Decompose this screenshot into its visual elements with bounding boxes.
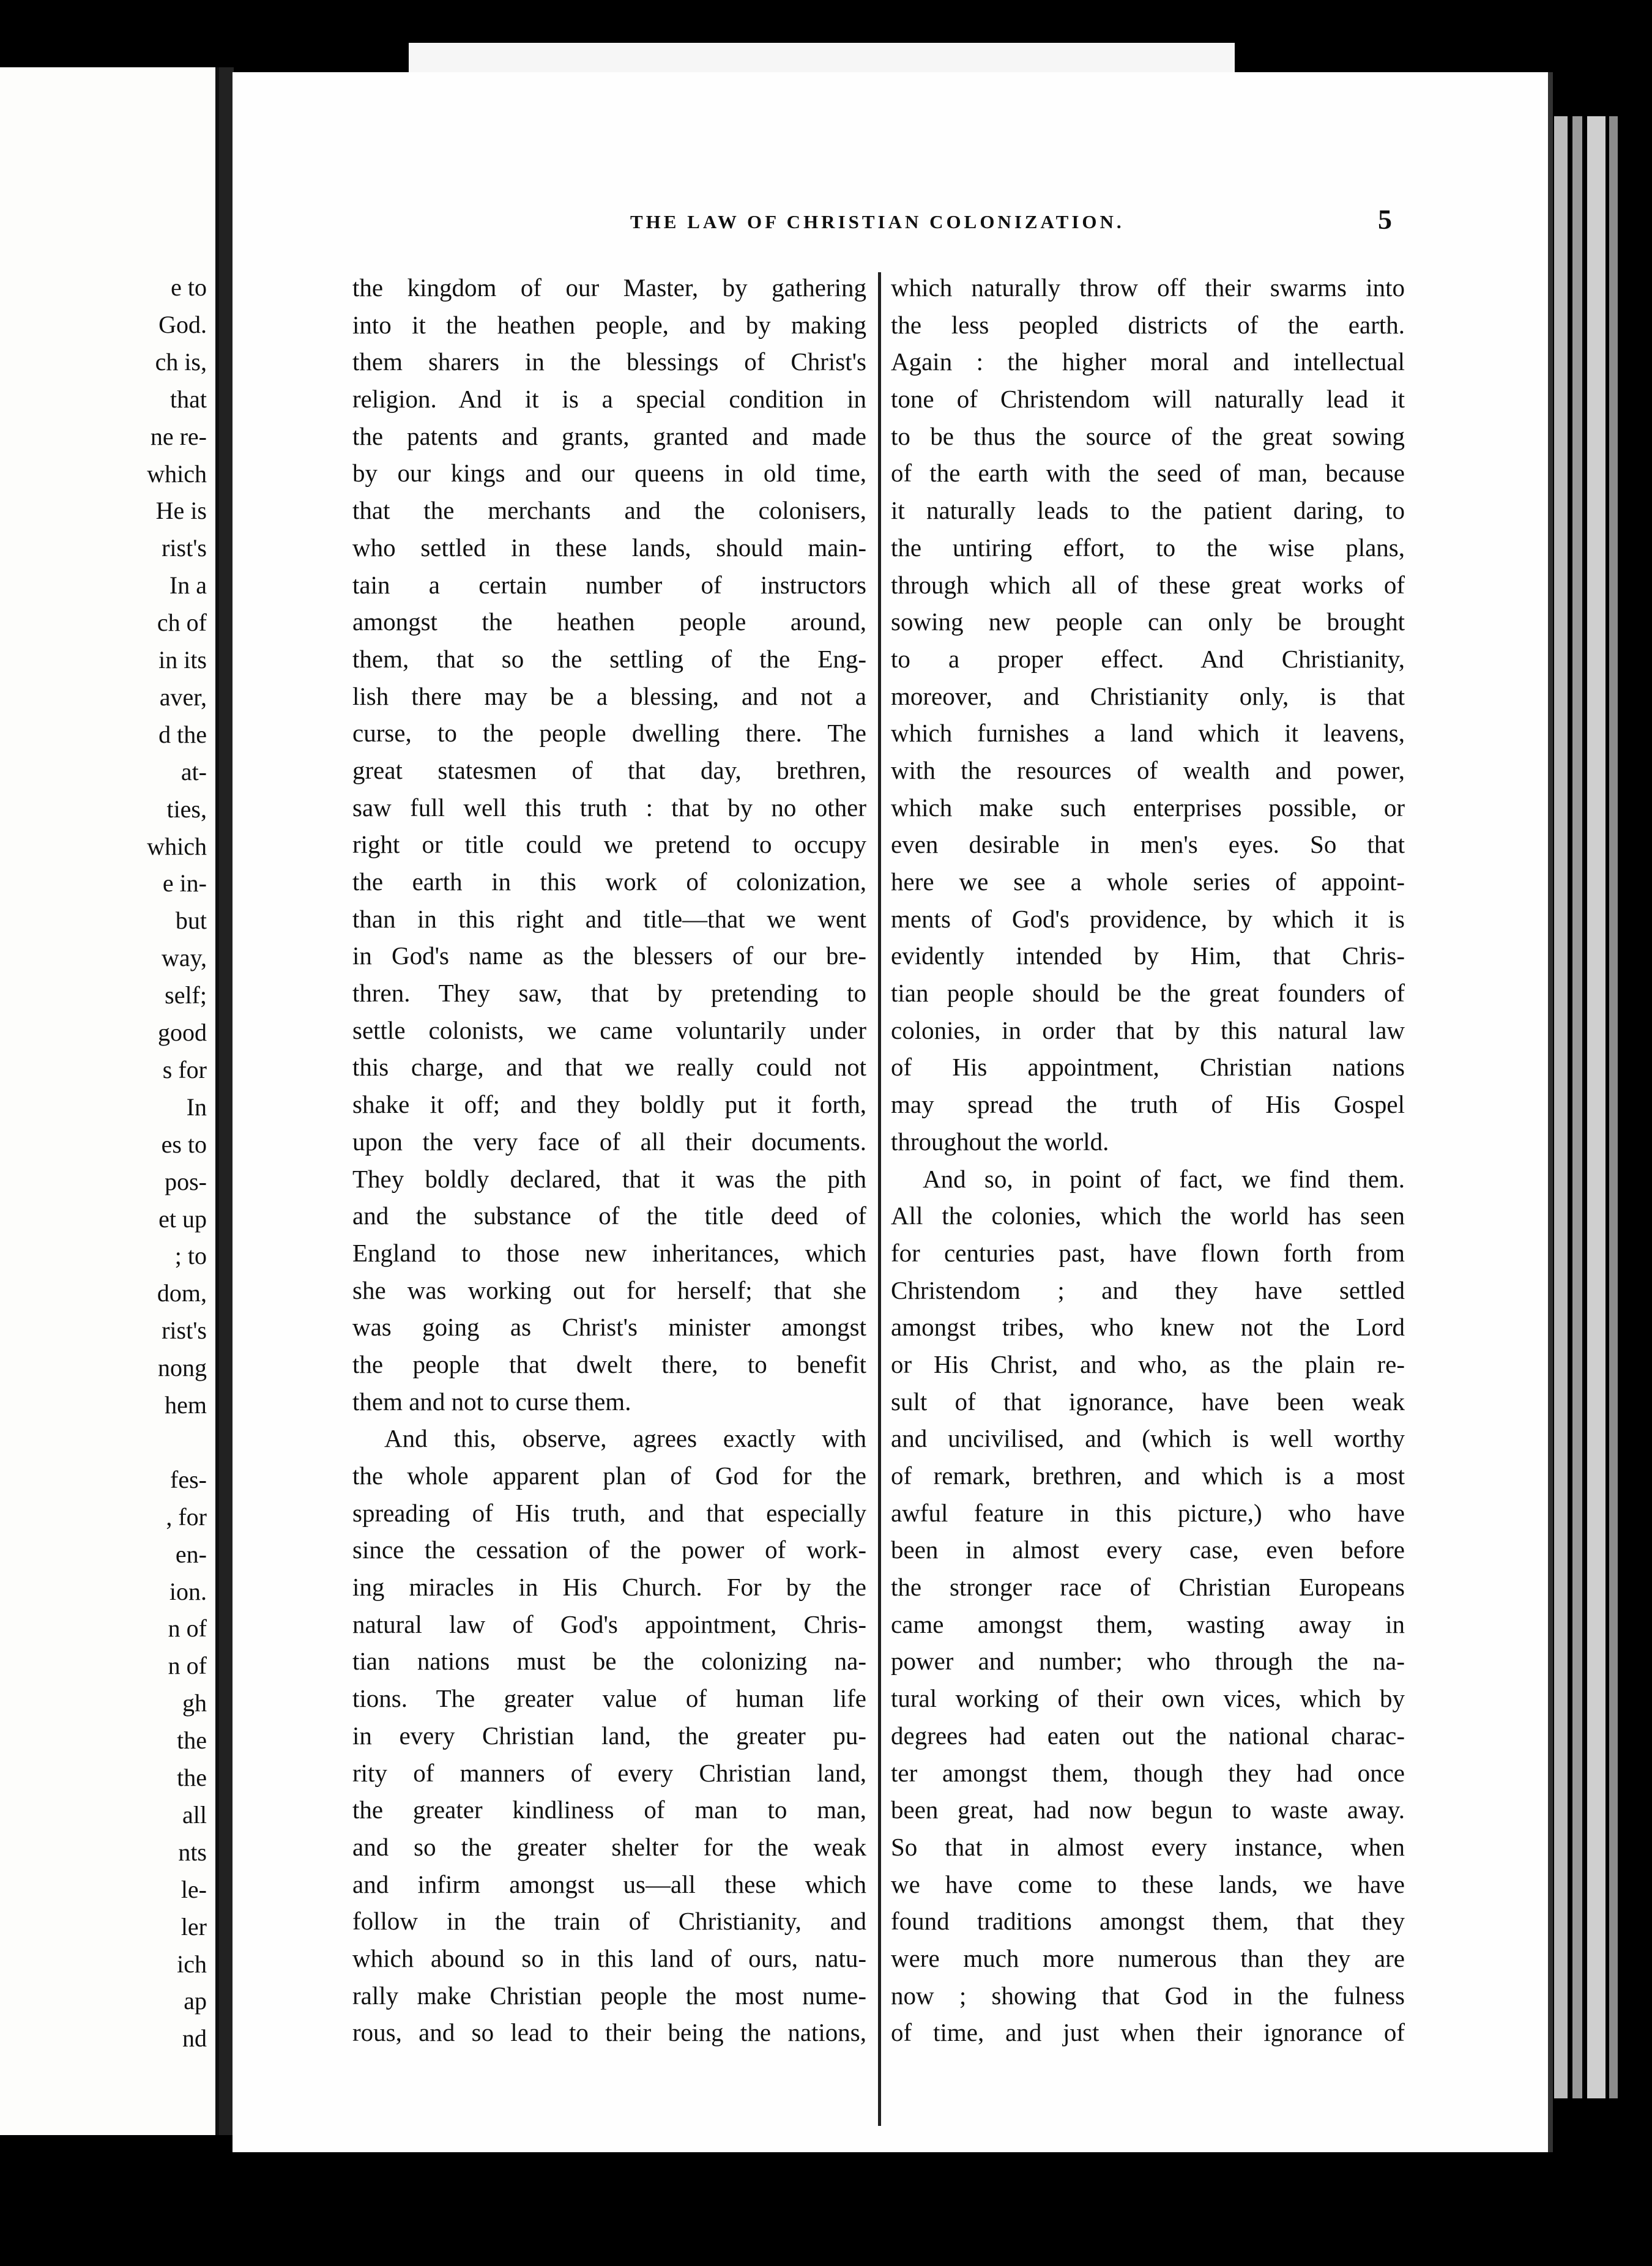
left-page-text-fragment: the [177,1726,207,1755]
text-line: the earth in this work of colonization, [352,867,866,896]
left-page-text-fragment: nong [158,1354,207,1382]
left-page-text-fragment: n of [168,1652,207,1680]
text-line: in God's name as the blessers of our bre- [352,942,866,970]
left-page-text-fragment: ch of [157,609,207,637]
text-line: of time, and just when their ignorance of [891,2018,1405,2047]
text-line: and the substance of the title deed of [352,1202,866,1230]
text-line: natural law of God's appointment, Chris- [352,1610,866,1638]
left-page-text-fragment: , for [166,1503,207,1531]
left-page-text-fragment: hem [165,1391,207,1419]
left-page-text-fragment: d the [158,720,207,748]
left-page-text-fragment: which [147,832,207,860]
left-page-text-fragment: ; to [174,1242,207,1270]
text-line: sult of that ignorance, have been weak [891,1387,1405,1416]
text-line: saw full well this truth : that by no other [352,793,866,822]
text-line: England to those new inheritances, which [352,1238,866,1267]
left-page-text-fragment: nts [178,1838,207,1866]
text-line: which abound so in this land of ours, natu- [352,1944,866,1972]
text-line: this charge, and that we really could not [352,1053,866,1082]
left-page-text-fragment: which [147,459,207,488]
text-line: for centuries past, have flown forth from [891,1238,1405,1267]
left-page-text-fragment: n of [168,1614,207,1643]
text-line: They boldly declared, that it was the pith [352,1164,866,1193]
text-line: ing miracles in His Church. For by the [352,1573,866,1602]
text-line: And so, in point of fact, we find them. [923,1164,1405,1193]
left-page-text-fragment: good [158,1019,207,1046]
left-page-text-fragment: In [186,1093,207,1121]
text-line: by our kings and our queens in old time, [352,459,866,488]
left-page-text-fragment: way, [161,944,207,972]
left-page-text-fragment: ap [184,1987,207,2015]
text-line: them, that so the settling of the Eng- [352,644,866,673]
left-page-text-fragment: et up [158,1205,207,1233]
text-line: been in almost every case, even before [891,1536,1405,1564]
text-column-right [891,269,1405,2051]
left-page-text-fragment: ne re- [150,422,207,450]
book-gutter [219,67,234,2135]
text-line: may spread the truth of His Gospel [891,1090,1405,1119]
left-page-text-fragment: le- [180,1875,207,1903]
text-line: that the merchants and the colonisers, [352,496,866,525]
left-page-text-fragment: e in- [162,869,207,897]
text-line: tain a certain number of instructors [352,570,866,599]
text-line: degrees had eaten out the national charac- [891,1721,1405,1750]
left-page-text-fragment: the [177,1764,207,1791]
text-line: Again : the higher moral and intellectual [891,347,1405,376]
left-page-text-fragment: He is [155,497,207,525]
text-line: the patents and grants, granted and made [352,422,866,450]
text-line: sowing new people can only be brought [891,607,1405,636]
text-line: the kingdom of our Master, by gathering [352,273,866,302]
text-line: who settled in these lands, should main- [352,533,866,562]
page-edge [1572,116,1582,2098]
text-line: the people that dwelt there, to benefit [352,1350,866,1378]
text-line: tian people should be the great founders of [891,979,1405,1008]
text-line: curse, to the people dwelling there. The [352,719,866,748]
text-line: than in this right and title—that we went [352,904,866,933]
left-page-text-fragment: en- [175,1540,207,1568]
left-page-text-fragment: that [170,385,207,413]
text-line: power and number; who through the na- [891,1647,1405,1676]
left-page-text-fragment: es to [161,1130,207,1158]
text-line: which furnishes a land which it leavens, [891,719,1405,748]
text-line: follow in the train of Christianity, and [352,1907,866,1936]
text-line: which make such enterprises possible, or [891,793,1405,822]
text-line: of the earth with the seed of man, because [891,459,1405,488]
text-line: tions. The greater value of human life [352,1684,866,1713]
text-line: them and not to curse them. [352,1387,631,1416]
text-line: in every Christian land, the greater pu- [352,1721,866,1750]
text-line: came amongst them, wasting away in [891,1610,1405,1638]
text-line: the greater kindliness of man to man, [352,1796,866,1824]
left-page-text-fragment: but [175,907,207,935]
text-line: lish there may be a blessing, and not a [352,682,866,710]
left-page-text-fragment: in its [158,646,207,674]
text-line: thren. They saw, that by pretending to [352,979,866,1008]
left-page-text-fragment: rist's [162,1317,207,1345]
text-line: and infirm amongst us—all these which [352,1870,866,1898]
text-line: since the cessation of the power of work- [352,1536,866,1564]
left-page-text-fragment: In a [169,571,207,600]
text-line: shake it off; and they boldly put it forth, [352,1090,866,1119]
text-line: upon the very face of all their documents. [352,1127,866,1156]
text-line: throughout the world. [891,1127,1109,1156]
page-edge [1554,116,1568,2098]
text-line: she was working out for herself; that she [352,1276,866,1304]
text-line: All the colonies, which the world has seen [891,1202,1405,1230]
text-line: amongst the heathen people around, [352,607,866,636]
text-line: the untiring effort, to the wise plans, [891,533,1405,562]
text-line: rally make Christian people the most nume- [352,1981,866,2010]
text-line: tian nations must be the colonizing na- [352,1647,866,1676]
text-line: the less peopled districts of the earth. [891,310,1405,339]
left-page-text-fragment: fes- [170,1465,207,1493]
text-line: evidently intended by Him, that Chris- [891,942,1405,970]
text-line: them sharers in the blessings of Christ's [352,347,866,376]
left-page-text-fragment: s for [162,1055,207,1083]
text-line: And this, observe, agrees exactly with [384,1424,866,1453]
text-line: even desirable in men's eyes. So that [891,830,1405,859]
left-page-text-fragment: gh [182,1689,207,1717]
left-page-text-fragment: ich [177,1950,207,1978]
text-line: Christendom ; and they have settled [891,1276,1405,1304]
left-page-text-fragment: rist's [162,534,207,562]
left-page-text-fragment: aver, [159,683,207,711]
text-line: ter amongst them, though they had once [891,1758,1405,1787]
text-line: which naturally throw off their swarms into [891,273,1405,302]
text-line: So that in almost every instance, when [891,1832,1405,1861]
text-line: great statesmen of that day, brethren, [352,756,866,784]
text-line: to be thus the source of the great sowing [891,422,1405,450]
text-line: to a proper effect. And Christianity, [891,644,1405,673]
text-line: rous, and so lead to their being the nations, [352,2018,866,2047]
text-line: through which all of these great works of [891,570,1405,599]
page-edge [1587,116,1605,2098]
left-page-text-fragment: God. [158,310,207,338]
text-line: of remark, brethren, and which is a most [891,1462,1405,1490]
text-line: the whole apparent plan of God for the [352,1462,866,1490]
text-line: with the resources of wealth and power, [891,756,1405,784]
text-line: tural working of their own vices, which by [891,1684,1405,1713]
left-page-text-fragment: pos- [165,1167,207,1195]
left-page-text-fragment: ion. [169,1577,207,1605]
left-page-text-fragment: at- [180,757,207,786]
text-column-left [352,269,866,2051]
text-line: right or title could we pretend to occupy [352,830,866,859]
text-line: been great, had now begun to waste away. [891,1796,1405,1824]
text-line: of His appointment, Christian nations [891,1053,1405,1082]
text-line: and so the greater shelter for the weak [352,1832,866,1861]
left-page-text-fragment: ch is, [155,347,207,376]
text-line: amongst tribes, who knew not the Lord [891,1313,1405,1342]
text-line: religion. And it is a special condition in [352,385,866,414]
text-line: found traditions amongst them, that they [891,1907,1405,1936]
text-line: were much more numerous than they are [891,1944,1405,1972]
left-page-text-fragment: self; [165,981,207,1009]
text-line: spreading of His truth, and that especially [352,1498,866,1527]
left-page-text-fragment: dom, [157,1279,207,1307]
running-head: THE LAW OF CHRISTIAN COLONIZATION. [630,211,1125,232]
left-page-edge [0,67,219,2135]
text-line: it naturally leads to the patient daring, to [891,496,1405,525]
text-line: and uncivilised, and (which is well worthy [891,1424,1405,1453]
text-line: now ; showing that God in the fulness [891,1981,1405,2010]
text-line: into it the heathen people, and by making [352,310,866,339]
left-page-text-fragment: ties, [166,795,207,823]
text-line: rity of manners of every Christian land, [352,1758,866,1787]
text-line: settle colonists, we came voluntarily under [352,1016,866,1044]
left-page-text-fragment: ler [180,1912,207,1941]
text-line: or His Christ, and who, as the plain re- [891,1350,1405,1378]
left-page-text-fragment: nd [182,2024,207,2052]
page-number: 5 [1378,204,1392,235]
text-line: we have come to these lands, we have [891,1870,1405,1898]
left-page-text-fragment: e to [171,273,207,301]
text-line: the stronger race of Christian Europeans [891,1573,1405,1602]
page-edge [1609,116,1618,2098]
text-line: was going as Christ's minister amongst [352,1313,866,1342]
text-line: awful feature in this picture,) who have [891,1498,1405,1527]
text-line: here we see a whole series of appoint- [891,867,1405,896]
text-line: colonies, in order that by this natural law [891,1016,1405,1044]
column-divider [878,272,881,2126]
text-line: tone of Christendom will naturally lead it [891,385,1405,414]
left-page-text-fragment: all [182,1800,207,1829]
text-line: moreover, and Christianity only, is that [891,682,1405,710]
text-line: ments of God's providence, by which it is [891,904,1405,933]
